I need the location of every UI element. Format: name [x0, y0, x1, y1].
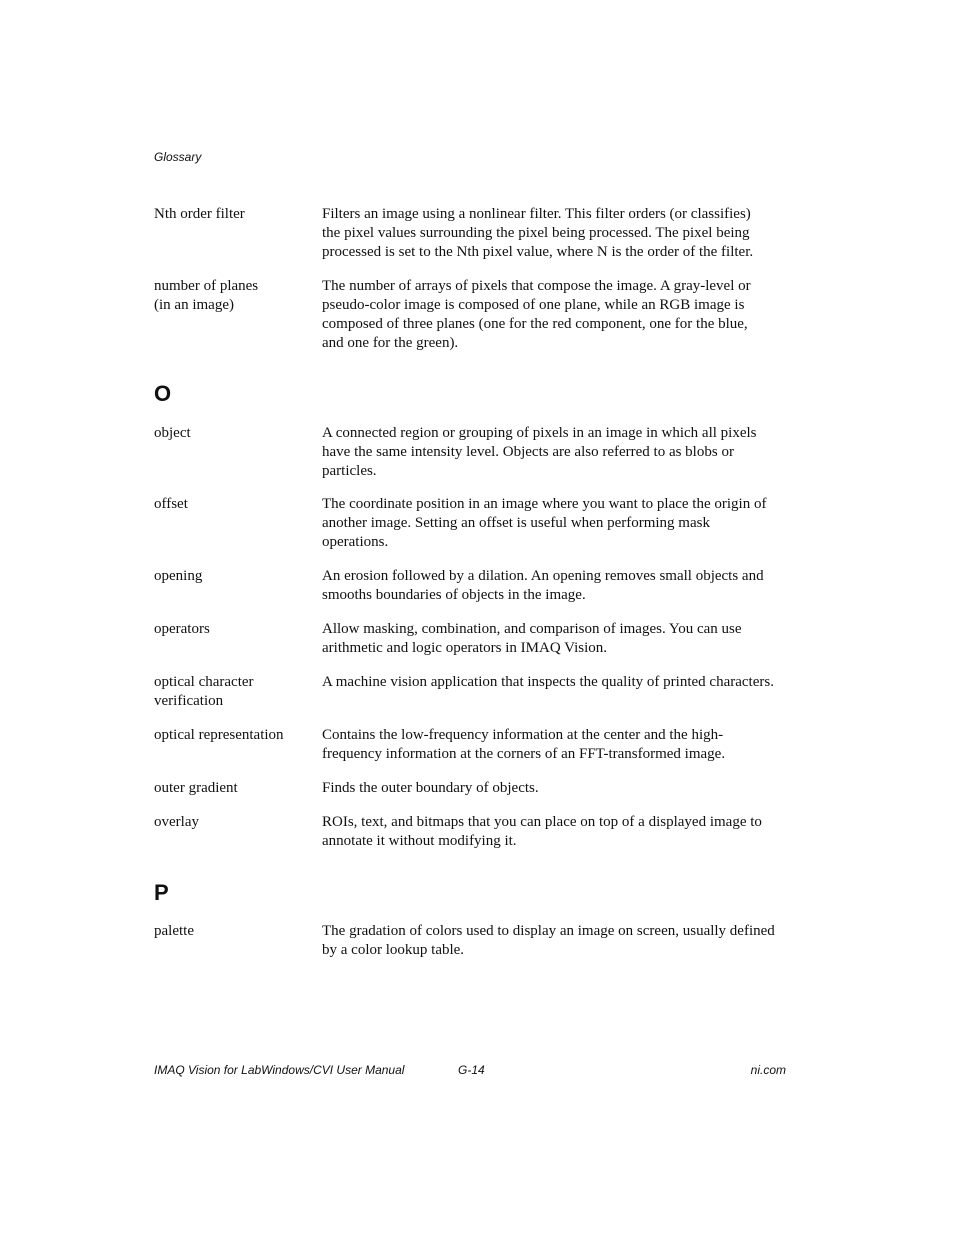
running-head: Glossary — [154, 150, 202, 164]
definition-line: ROIs, text, and bitmaps that you can place on top of a displayed image to — [322, 814, 762, 830]
glossary-term — [154, 495, 314, 514]
definition-line: An erosion followed by a dilation. An opening removes small objects and — [322, 568, 764, 584]
glossary-definition — [322, 813, 788, 851]
glossary-definition — [322, 495, 788, 552]
definition-line: Allow masking, combination, and comparison of images. You can use — [322, 621, 742, 637]
footer-page-number: G-14 — [458, 1063, 485, 1077]
term-line: opening — [154, 568, 203, 584]
glossary-term — [154, 726, 314, 745]
definition-line: A machine vision application that inspects the quality of printed characters. — [322, 674, 774, 690]
glossary-term — [154, 779, 314, 798]
glossary-definition — [322, 726, 788, 764]
definition-line: processed is set to the Nth pixel value, where N is the order of the filter. — [322, 244, 754, 260]
definition-line: Contains the low-frequency information at the center and the high- — [322, 727, 724, 743]
definition-line: composed of three planes (one for the red component, one for the blue, — [322, 316, 748, 332]
glossary-term — [154, 922, 314, 941]
definition-line: have the same intensity level. Objects are also referred to as blobs or — [322, 444, 734, 460]
definition-line: another image. Setting an offset is useful when performing mask — [322, 515, 710, 531]
glossary-definition — [322, 673, 788, 692]
term-line: optical representation — [154, 727, 284, 743]
definition-line: particles. — [322, 463, 377, 479]
definition-line: the pixel values surrounding the pixel being processed. The pixel being — [322, 225, 750, 241]
term-line: outer gradient — [154, 780, 238, 796]
glossary-definition — [322, 205, 788, 262]
glossary-term — [154, 277, 314, 315]
term-line: Nth order filter — [154, 206, 245, 222]
term-line: offset — [154, 496, 188, 512]
glossary-definition — [322, 620, 788, 658]
glossary-definition — [322, 922, 788, 960]
section-heading-o: O — [154, 381, 172, 406]
glossary-definition — [322, 567, 788, 605]
term-line: (in an image) — [154, 297, 234, 313]
glossary-term — [154, 424, 314, 443]
term-line: palette — [154, 923, 194, 939]
definition-line: annotate it without modifying it. — [322, 833, 517, 849]
glossary-term — [154, 567, 314, 586]
term-line: verification — [154, 693, 224, 709]
definition-line: pseudo-color image is composed of one plane, while an RGB image is — [322, 297, 745, 313]
definition-line: arithmetic and logic operators in IMAQ Vision. — [322, 640, 608, 656]
definition-line: frequency information at the corners of an FFT-transformed image. — [322, 746, 726, 762]
definition-line: Filters an image using a nonlinear filter. This filter orders (or classifies) — [322, 206, 751, 222]
term-line: number of planes — [154, 278, 259, 294]
glossary-definition — [322, 277, 788, 353]
definition-line: smooths boundaries of objects in the image. — [322, 587, 586, 603]
term-line: overlay — [154, 814, 199, 830]
footer-website-link[interactable]: ni.com — [750, 1063, 786, 1077]
glossary-term — [154, 620, 314, 639]
definition-line: Finds the outer boundary of objects. — [322, 780, 539, 796]
footer-manual-title: IMAQ Vision for LabWindows/CVI User Manual — [154, 1063, 405, 1077]
term-line: object — [154, 425, 191, 441]
definition-line: and one for the green). — [322, 335, 459, 351]
definition-line: The coordinate position in an image where you want to place the origin of — [322, 496, 767, 512]
section-heading-p: P — [154, 880, 169, 905]
term-line: optical character — [154, 674, 254, 690]
glossary-term — [154, 813, 314, 832]
definition-line: by a color lookup table. — [322, 942, 465, 958]
term-line: operators — [154, 621, 210, 637]
definition-line: The number of arrays of pixels that compose the image. A gray-level or — [322, 278, 751, 294]
glossary-term — [154, 205, 314, 224]
definition-line: A connected region or grouping of pixels in an image in which all pixels — [322, 425, 757, 441]
glossary-term — [154, 673, 314, 711]
glossary-definition — [322, 779, 788, 798]
definition-line: operations. — [322, 534, 389, 550]
glossary-definition — [322, 424, 788, 481]
definition-line: The gradation of colors used to display an image on screen, usually defined — [322, 923, 775, 939]
